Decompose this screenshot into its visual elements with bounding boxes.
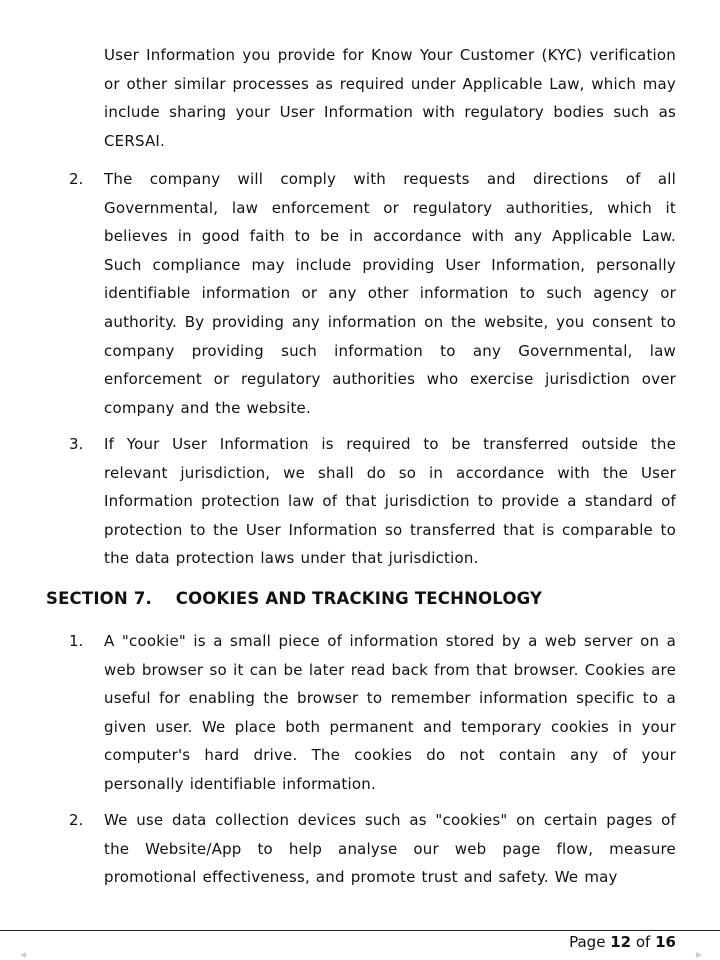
list-item-number: 1. [69, 632, 84, 650]
page-number [569, 930, 676, 954]
page-label: Page [569, 933, 606, 951]
list-item-text: A "cookie" is a small piece of information stored by a web server on a web browser so it can be later read back from that browser. Cookies are useful for enabling the browser to remember information specific to a given user. We place both permanent and temporary cookies in your computer's hard drive. The cookies do not contain any of your personally identifiable information. [104, 632, 676, 793]
list-item-number: 2. [69, 170, 84, 188]
list-item-text: We use data collection devices such as "cookies" on certain pages of the Website/App to help analyse our web page flow, measure promotional effectiveness, and promote trust and safety. We may [104, 811, 676, 887]
list-item-text: If Your User Information is required to be transferred outside the relevant jurisdiction, we shall do so in accordance with the User Information protection law of that jurisdiction to provide a standard of protection to the User Information so transferred that is comparable to the data protection laws under that jurisdiction. [104, 435, 676, 568]
total-pages-number: 16 [655, 933, 676, 951]
list-item-number: 3. [69, 435, 84, 453]
right-corner-arrow-icon: ▶ [695, 950, 702, 959]
list-item-number: 2. [69, 811, 84, 829]
paragraph-continued: User Information you provide for Know Your Customer (KYC) verification or other similar processes as required under Applicable Law, which may include sharing your User Information with regulatory bodies such as CERSAI. [104, 46, 676, 150]
of-label: of [635, 933, 651, 951]
section-heading: SECTION 7. COOKIES AND TRACKING TECHNOLOGY [46, 589, 543, 608]
list-item-text: The company will comply with requests and directions of all Governmental, law enforcement or regulatory authorities, which it believes in good faith to be in accordance with any Applicable Law. Such compliance may include providing User Information, personally identifiable information or any other information to such agency or authority. By providing any information on the website, you consent to company providing such information to any Governmental, law enforcement or regulatory authorities who exercise jurisdiction over company and the website. [104, 170, 676, 417]
current-page-number: 12 [610, 933, 632, 951]
left-corner-arrow-icon: ◀ [20, 950, 27, 959]
